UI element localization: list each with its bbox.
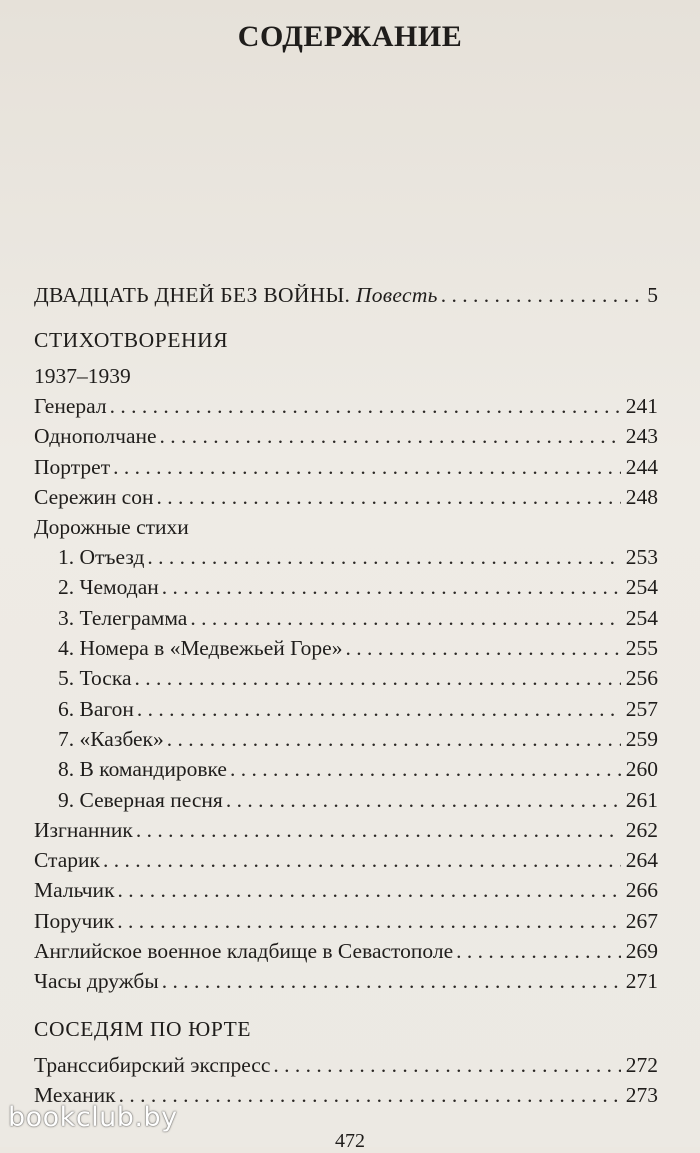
page-number: 273 [625, 1082, 658, 1107]
page-number: 259 [625, 726, 658, 751]
toc-entry[interactable] [34, 452, 658, 482]
toc-entry[interactable] [34, 482, 658, 512]
toc-entry[interactable] [34, 754, 658, 784]
entry-title: Старик [34, 848, 100, 873]
entry-title: Поручик [34, 908, 115, 933]
page-number: 272 [625, 1052, 658, 1077]
toc-entry[interactable] [34, 845, 658, 875]
dot-leader [136, 815, 621, 845]
toc-entry[interactable] [34, 815, 658, 845]
dot-leader [137, 694, 621, 724]
entry-title: 1. Отъезд [58, 545, 145, 570]
entry-title: 3. Телеграмма [58, 605, 188, 630]
dot-leader [160, 421, 621, 451]
dot-leader [345, 633, 620, 663]
toc-entry[interactable] [34, 966, 658, 996]
table-of-contents [34, 279, 658, 1110]
entry-title: Механик [34, 1082, 116, 1107]
dot-leader [456, 936, 621, 966]
toc-group-1 [34, 391, 658, 512]
toc-entry[interactable] [34, 875, 658, 905]
entry-title: 8. В командировке [58, 757, 227, 782]
toc-entry[interactable] [34, 936, 658, 966]
toc-entry[interactable] [34, 421, 658, 451]
dot-leader [162, 966, 621, 996]
dot-leader [135, 663, 621, 693]
entry-title: Английское военное кладбище в Севастополе [34, 939, 454, 964]
toc-entry[interactable] [34, 391, 658, 421]
dot-leader [118, 875, 621, 905]
page-folio: 472 [335, 1130, 365, 1152]
page-number: 5 [647, 283, 658, 307]
dot-leader [147, 542, 620, 572]
section-heading-poems: СТИХОТВОРЕНИЯ [34, 328, 229, 352]
page-number: 269 [625, 939, 658, 964]
dot-leader [162, 572, 621, 602]
toc-group-2 [34, 815, 658, 997]
toc-entry[interactable] [34, 694, 658, 724]
toc-entry[interactable] [34, 724, 658, 754]
dot-leader [273, 1050, 620, 1080]
entry-title: Мальчик [34, 878, 115, 903]
period-heading: 1937–1939 [34, 364, 131, 388]
page-number: 255 [625, 636, 658, 661]
dot-leader [156, 482, 620, 512]
dot-leader [167, 724, 621, 754]
dot-leader [441, 279, 643, 311]
page-number: 243 [625, 424, 658, 449]
page-number: 254 [625, 605, 658, 630]
entry-title: Изгнанник [34, 817, 133, 842]
entry-title: 4. Номера в «Медвежьей Горе» [58, 636, 343, 661]
page-number: 253 [625, 545, 658, 570]
page-number: 267 [625, 908, 658, 933]
dot-leader [230, 754, 621, 784]
toc-entry[interactable] [34, 603, 658, 633]
entry-title: 2. Чемодан [58, 575, 159, 600]
dot-leader [190, 603, 620, 633]
entry-title: 9. Северная песня [58, 787, 223, 812]
page-number: 262 [625, 817, 658, 842]
toc-entry-novella[interactable] [34, 279, 658, 311]
dot-leader [226, 785, 621, 815]
page-title: СОДЕРЖАНИЕ [237, 20, 463, 53]
toc-entry[interactable] [34, 633, 658, 663]
toc-entry[interactable] [34, 1050, 658, 1080]
page-number: 261 [625, 787, 658, 812]
section-heading-yurt: СОСЕДЯМ ПО ЮРТЕ [34, 1016, 252, 1041]
page-number: 248 [625, 484, 658, 509]
toc-entry[interactable] [34, 785, 658, 815]
toc-group-road-poems [34, 542, 658, 815]
dot-leader [119, 1080, 621, 1110]
page-number: 257 [625, 696, 658, 721]
toc-entry[interactable] [34, 542, 658, 572]
page-number: 256 [625, 666, 658, 691]
watermark-logo: bookclub.by [8, 1102, 178, 1133]
dot-leader [110, 391, 621, 421]
page-number: 244 [625, 454, 658, 479]
entry-title: ДВАДЦАТЬ ДНЕЙ БЕЗ ВОЙНЫ. Повесть [34, 283, 438, 307]
dot-leader [113, 452, 621, 482]
entry-title: 6. Вагон [58, 696, 134, 721]
dot-leader [117, 906, 620, 936]
entry-title: Сережин сон [34, 484, 154, 509]
entry-title: Генерал [34, 394, 107, 418]
road-poems-heading: Дорожные стихи [34, 515, 189, 540]
toc-entry[interactable] [34, 663, 658, 693]
entry-title: 5. Тоска [58, 666, 132, 691]
entry-title: Однополчане [34, 424, 157, 449]
page-number: 254 [625, 575, 658, 600]
toc-entry[interactable] [34, 572, 658, 602]
entry-title: Портрет [34, 454, 111, 479]
page-number: 241 [625, 394, 658, 418]
entry-title: Транссибирский экспресс [34, 1052, 271, 1077]
page-number: 264 [625, 848, 658, 873]
dot-leader [103, 845, 621, 875]
page-number: 266 [625, 878, 658, 903]
toc-entry[interactable] [34, 906, 658, 936]
page-number: 260 [625, 757, 658, 782]
page-number: 271 [625, 969, 658, 994]
entry-title: Часы дружбы [34, 969, 159, 994]
entry-title: 7. «Казбек» [58, 726, 164, 751]
